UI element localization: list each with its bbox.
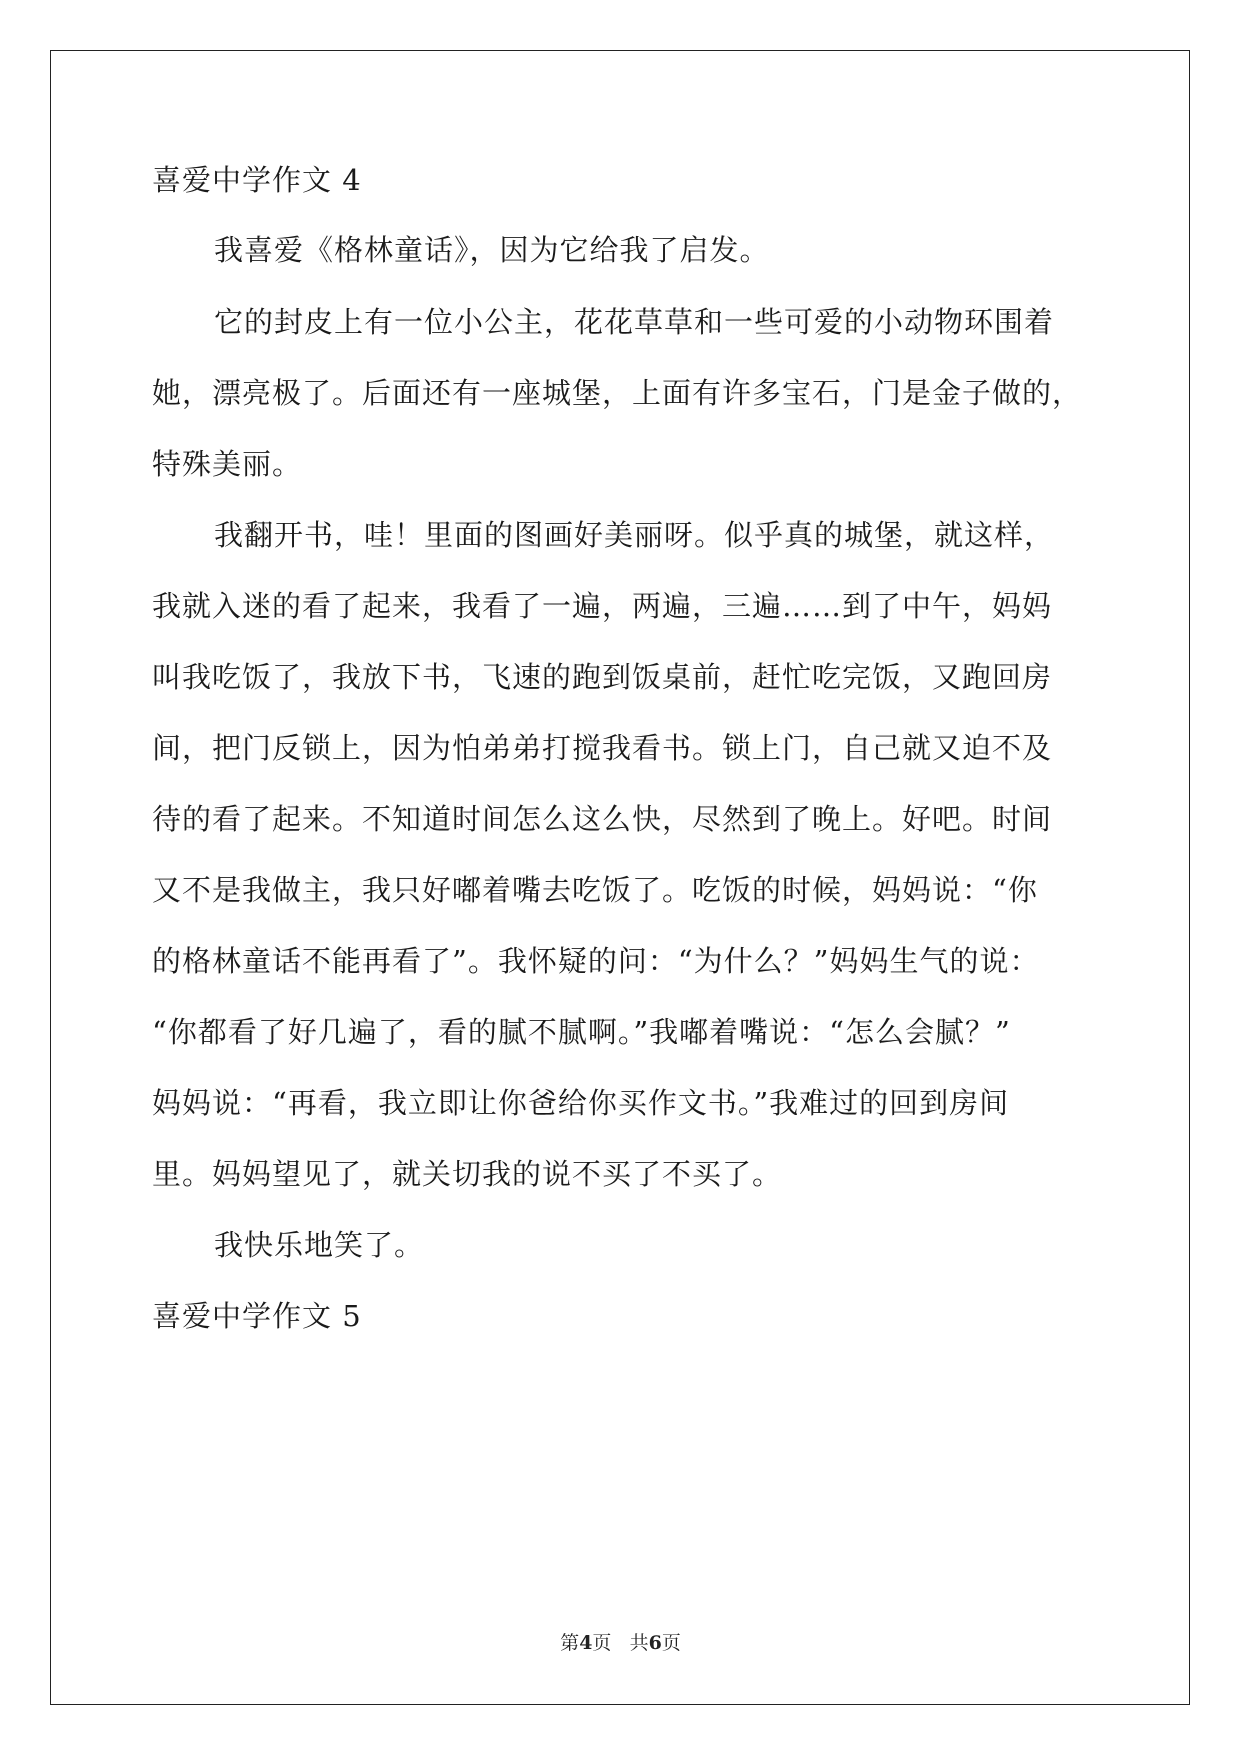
footer-total-suffix: 页	[661, 1632, 681, 1654]
paragraph-line: 我喜爱《格林童话》，因为它给我了启发。	[214, 233, 770, 267]
paragraph-line: 我翻开书，哇！里面的图画好美丽呀。似乎真的城堡，就这样，	[214, 518, 1055, 552]
section-heading-5: 喜爱中学作文 5	[152, 1299, 362, 1333]
paragraph-line: 她，漂亮极了。后面还有一座城堡，上面有许多宝石，门是金子做的，	[152, 376, 1083, 410]
paragraph-line: 间，把门反锁上，因为怕弟弟打搅我看书。锁上门，自己就又迫不及	[152, 731, 1053, 765]
paragraph-line: 又不是我做主，我只好嘟着嘴去吃饭了。吃饭的时候，妈妈说：“你	[152, 873, 1038, 907]
paragraph-line: 的格林童话不能再看了”。我怀疑的问：“为什么？”妈妈生气的说：	[152, 944, 1040, 978]
paragraph-line: 我快乐地笑了。	[214, 1228, 425, 1262]
section-heading-4: 喜爱中学作文 4	[152, 163, 362, 197]
footer-page-number: 4	[579, 1632, 593, 1654]
footer-total-prefix: 共	[629, 1632, 649, 1654]
page-footer	[0, 1628, 1241, 1655]
paragraph-line: 特殊美丽。	[152, 447, 303, 481]
paragraph-line: 它的封皮上有一位小公主，花花草草和一些可爱的小动物环围着	[214, 305, 1055, 339]
paragraph-line: 我就入迷的看了起来，我看了一遍，两遍，三遍……到了中午，妈妈	[152, 589, 1053, 623]
footer-page-suffix: 页	[592, 1632, 612, 1654]
paragraph-line: 叫我吃饭了，我放下书，飞速的跑到饭桌前，赶忙吃完饭，又跑回房	[152, 660, 1053, 694]
paragraph-line: 里。妈妈望见了，就关切我的说不买了不买了。	[152, 1157, 783, 1191]
paragraph-line: “你都看了好几遍了，看的腻不腻啊。”我嘟着嘴说：“怎么会腻？”	[152, 1015, 1011, 1049]
footer-prefix: 第	[560, 1632, 580, 1654]
paragraph-line: 妈妈说：“再看，我立即让你爸给你买作文书。”我难过的回到房间	[152, 1086, 1010, 1120]
footer-total-pages: 6	[648, 1632, 662, 1654]
paragraph-line: 待的看了起来。不知道时间怎么这么快，尽然到了晚上。好吧。时间	[152, 802, 1053, 836]
